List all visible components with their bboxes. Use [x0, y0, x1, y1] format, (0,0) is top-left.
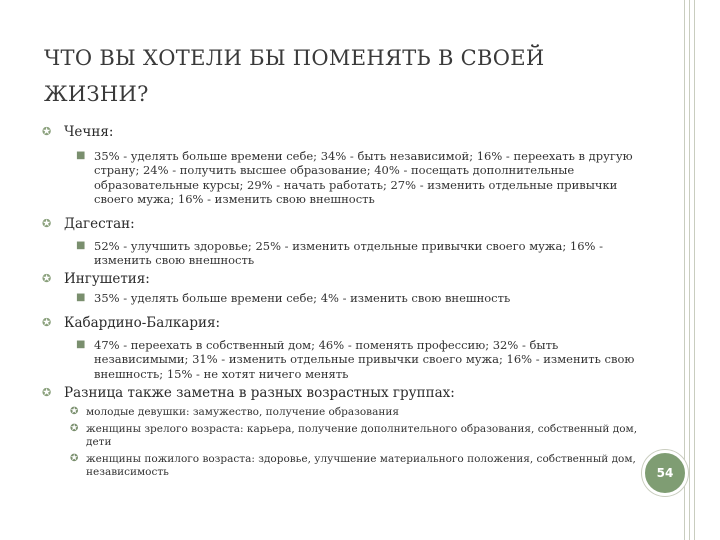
region-detail-text: 52% - улучшить здоровье; 25% - изменить отдельные привычки своего мужа; 16% - изменить свою внешность [94, 239, 603, 268]
region-item [40, 216, 640, 233]
open-circle-bullet-icon: ✪ [42, 316, 52, 330]
decorative-rail-line [684, 0, 685, 540]
region-detail [40, 149, 640, 206]
region-item [40, 315, 640, 332]
decorative-rail-line [694, 0, 695, 540]
open-circle-bullet-icon: ✪ [70, 423, 79, 435]
age-group-text: женщины пожилого возраста: здоровье, улучшение материального положения, собственный дом, независимость [86, 453, 636, 478]
age-group-item [40, 423, 640, 448]
age-group-text: женщины зрелого возраста: карьера, получение дополнительного образования, собственный дом, дети [86, 423, 638, 448]
slide-number-badge [642, 450, 688, 496]
open-circle-bullet-icon: ✪ [42, 385, 52, 399]
open-circle-bullet-icon: ✪ [70, 453, 79, 465]
open-circle-bullet-icon: ✪ [70, 405, 79, 417]
decorative-rail-line [689, 0, 690, 540]
age-group-item [40, 406, 640, 418]
region-item [40, 124, 640, 141]
region-detail [40, 239, 640, 268]
region-detail-text: 35% - уделять больше времени себе; 34% - быть независимой; 16% - переехать в другую страну; 24% - получить высшее образование; 40% - посещать дополнительные образовательные курсы; 29% - начать работать; 27% - изменить отдельные привычки своего мужа; 16% - изменить свою внешность [94, 149, 633, 206]
open-circle-bullet-icon: ✪ [42, 271, 52, 285]
age-group-text: молодые девушки: замужество, получение образования [86, 405, 399, 418]
slide-number: 54 [656, 466, 674, 480]
slide-title: ЧТО ВЫ ХОТЕЛИ БЫ ПОМЕНЯТЬ В СВОЕЙ ЖИЗНИ? [44, 46, 545, 106]
region-name: Ингушетия: [64, 270, 150, 287]
filled-square-bullet-icon: ■ [76, 150, 86, 161]
region-detail-text: 47% - переехать в собственный дом; 46% - поменять профессию; 32% - быть независимыми; 31% - изменить отдельные привычки своего мужа; 16% - изменить свою внешность; 15% - не хотят ничего менять [94, 338, 635, 381]
age-groups-heading-text: Разница также заметна в разных возрастных группах: [64, 384, 455, 401]
region-detail [40, 291, 640, 305]
filled-square-bullet-icon: ■ [76, 240, 86, 252]
region-item [40, 271, 640, 288]
filled-square-bullet-icon: ■ [76, 291, 86, 303]
age-group-item [40, 453, 640, 478]
age-groups-heading [40, 385, 640, 402]
open-circle-bullet-icon: ✪ [42, 217, 52, 231]
region-name: Кабардино-Балкария: [64, 315, 221, 332]
slide-content [40, 124, 640, 478]
region-name: Чечня: [64, 124, 114, 140]
region-detail [40, 338, 640, 381]
region-name: Дагестан: [64, 216, 135, 233]
filled-square-bullet-icon: ■ [76, 339, 86, 351]
open-circle-bullet-icon: ✪ [42, 125, 52, 138]
region-detail-text: 35% - уделять больше времени себе; 4% - изменить свою внешность [94, 290, 511, 305]
